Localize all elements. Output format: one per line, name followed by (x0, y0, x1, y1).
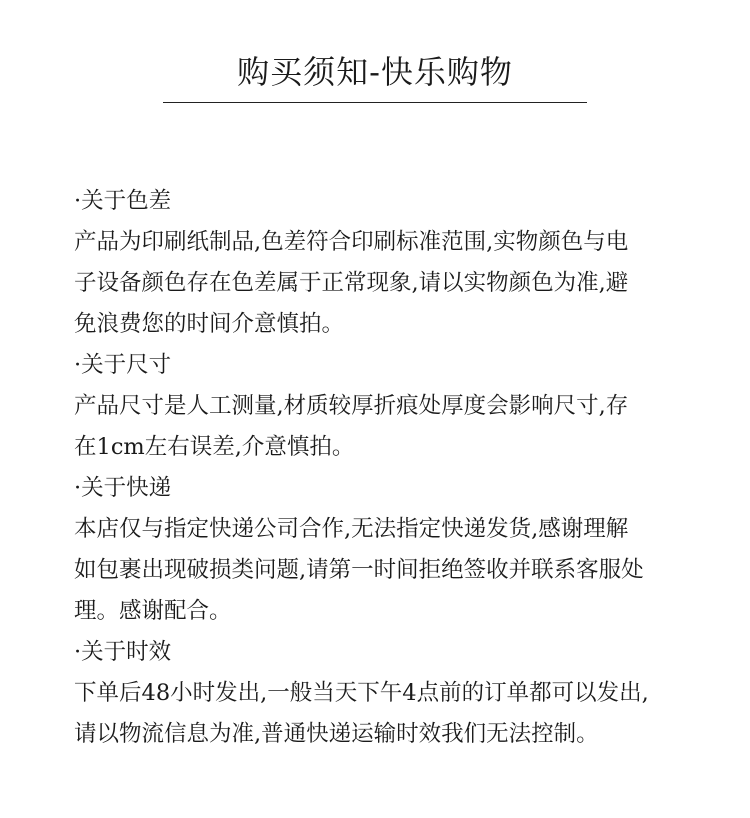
section-color-difference (74, 181, 704, 345)
section-text-line: 下单后48小时发出,一般当天下午4点前的订单都可以发出, (74, 680, 649, 706)
section-text-line: 理。感谢配合。 (74, 598, 232, 624)
section-heading: ·关于时效 (74, 639, 172, 665)
section-text-line: 如包裹出现破损类问题,请第一时间拒绝签收并联系客服处 (74, 557, 644, 583)
section-heading: ·关于快递 (74, 475, 172, 501)
section-heading: ·关于尺寸 (74, 352, 172, 378)
section-text-line: 免浪费您的时间介意慎拍。 (74, 311, 345, 337)
notice-content (74, 181, 704, 755)
section-heading: ·关于色差 (74, 188, 172, 214)
section-text-line: 子设备颜色存在色差属于正常现象,请以实物颜色为准,避 (74, 270, 629, 296)
section-text-line: 在1cm左右误差,介意慎拍。 (74, 434, 355, 460)
title-divider (163, 102, 587, 103)
section-size (74, 345, 704, 468)
section-courier (74, 468, 704, 632)
section-text-line: 请以物流信息为准,普通快递运输时效我们无法控制。 (74, 721, 599, 747)
page-title: 购买须知-快乐购物 (237, 53, 513, 91)
section-text-line: 本店仅与指定快递公司合作,无法指定快递发货,感谢理解 (74, 516, 629, 542)
section-delivery-time (74, 632, 704, 755)
section-text-line: 产品尺寸是人工测量,材质较厚折痕处厚度会影响尺寸,存 (74, 393, 629, 419)
section-text-line: 产品为印刷纸制品,色差符合印刷标准范围,实物颜色与电 (74, 229, 629, 255)
